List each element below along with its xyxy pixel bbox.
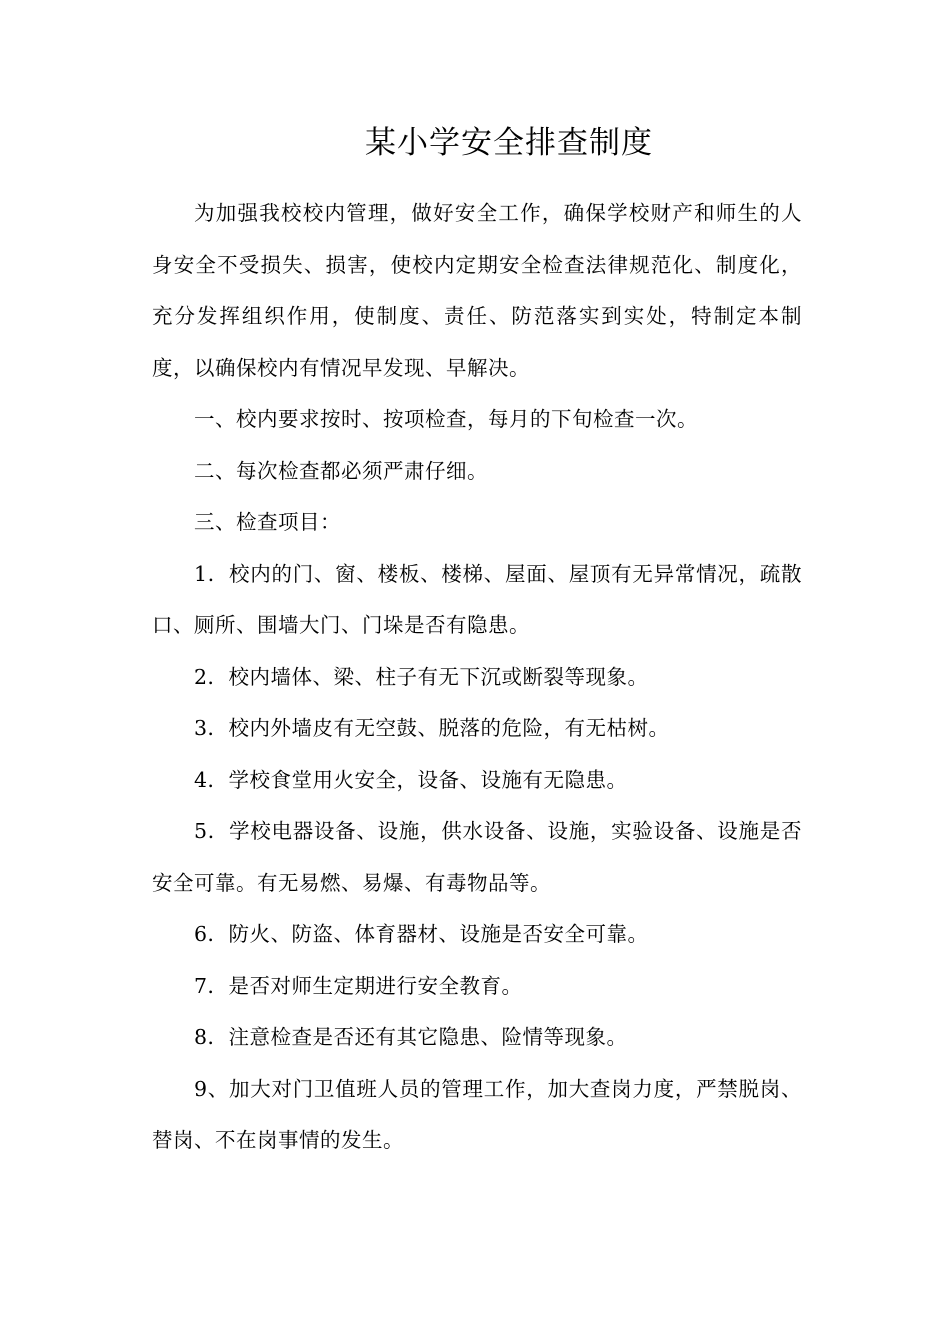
rule-2: 二、每次检查都必须严肃仔细。 — [194, 458, 488, 483]
rule-3: 三、检查项目： — [194, 510, 341, 534]
check-item-2: 2．校内墙体、梁、柱子有无下沉或断裂等现象。 — [194, 664, 649, 689]
check-item-6: 6．防火、防盗、体育器材、设施是否安全可靠。 — [194, 922, 649, 946]
check-item-3: 3．校内外墙皮有无空鼓、脱落的危险，有无枯树。 — [194, 716, 670, 740]
check-item-1: 1．校内的门、窗、楼板、楼梯、屋面、屋顶有无异常情况，疏散口、厕所、围墙大门、门垛是否有隐患。 — [152, 561, 802, 637]
check-item-5: 5．学校电器设备、设施，供水设备、设施，实验设备、设施是否安全可靠。有无易燃、易爆、有毒物品等。 — [152, 819, 802, 895]
check-item-7: 7．是否对师生定期进行安全教育。 — [194, 973, 523, 998]
check-item-9: 9、加大对门卫值班人员的管理工作，加大查岗力度，严禁脱岗、替岗、不在岗事情的发生。 — [152, 1076, 802, 1152]
intro-paragraph: 为加强我校校内管理，做好安全工作，确保学校财产和师生的人身安全不受损失、损害，使校内定期安全检查法律规范化、制度化，充分发挥组织作用，使制度、责任、防范落实到实处，特制定本制度，以确保校内有情况早发现、早解决。 — [152, 201, 802, 380]
check-item-8: 8．注意检查是否还有其它隐患、险情等现象。 — [194, 1025, 628, 1049]
document-title: 某小学安全排查制度 — [365, 125, 653, 161]
rule-1: 一、校内要求按时、按项检查，每月的下旬检查一次。 — [194, 407, 698, 431]
document-body — [152, 188, 802, 1167]
check-item-4: 4．学校食堂用火安全，设备、设施有无隐患。 — [194, 767, 628, 792]
